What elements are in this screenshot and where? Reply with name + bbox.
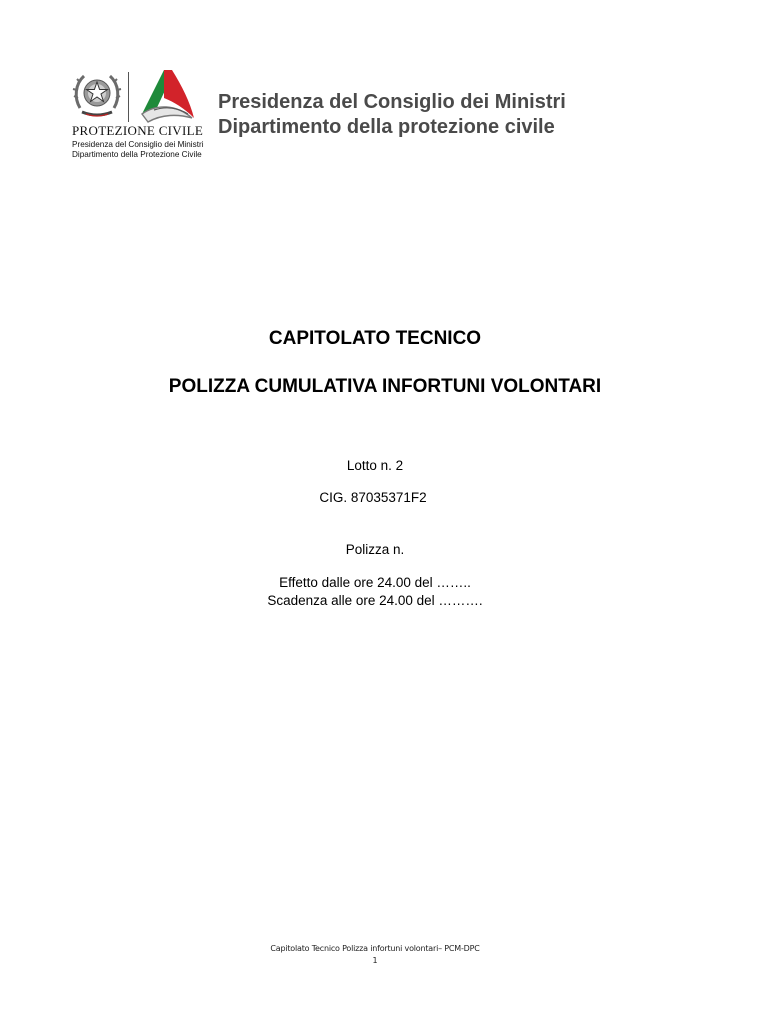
organization-name: Presidenza del Consiglio dei Ministri xyxy=(218,91,566,113)
italian-republic-emblem-icon xyxy=(72,68,122,120)
document-title: CAPITOLATO TECNICO xyxy=(268,328,482,349)
organization-header xyxy=(218,90,566,140)
document-subtitle: POLIZZA CUMULATIVA INFORTUNI VOLONTARI xyxy=(168,376,602,397)
expiry-date: Scadenza alle ore 24.00 del ………. xyxy=(267,593,483,608)
page-number: 1 xyxy=(372,956,378,965)
page-footer-text: Capitolato Tecnico Polizza infortuni volontari– PCM-DPC xyxy=(270,944,480,953)
protezione-civile-logo xyxy=(70,68,204,168)
lotto-number: Lotto n. 2 xyxy=(346,458,404,473)
logo-subtitle-line1: Presidenza del Consiglio dei Ministri xyxy=(72,140,204,149)
protezione-civile-triangle-icon xyxy=(134,68,198,124)
logo-title: PROTEZIONE CIVILE xyxy=(72,123,204,138)
logo-divider xyxy=(128,72,129,122)
effective-date: Effetto dalle ore 24.00 del …….. xyxy=(279,575,471,590)
policy-number: Polizza n. xyxy=(345,542,405,557)
cig-code: CIG. 87035371F2 xyxy=(319,490,427,505)
logo-subtitle-line2: Dipartimento della Protezione Civile xyxy=(72,150,202,159)
department-name: Dipartimento della protezione civile xyxy=(218,116,555,138)
